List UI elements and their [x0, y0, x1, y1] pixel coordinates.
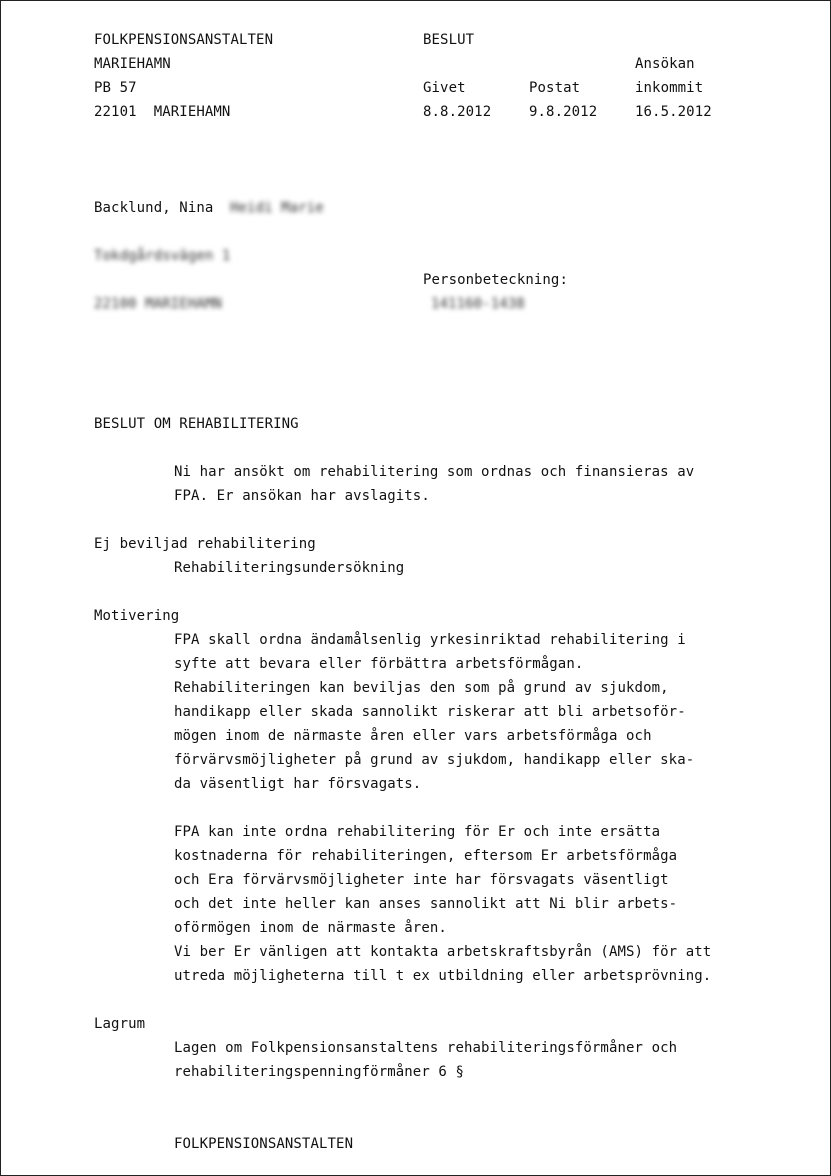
law-heading: Lagrum [94, 1016, 146, 1032]
personbeteckning-redacted: 141160-1438 [431, 296, 525, 312]
motivation-heading: Motivering [94, 608, 180, 624]
sender-line-4: 22101 MARIEHAMN [94, 104, 231, 120]
postat-date: 9.8.2012 [529, 104, 598, 120]
givet-label: Givet [423, 80, 466, 96]
motivation-p1-line-1: FPA skall ordna ändamålsenlig yrkesinriktad rehabilitering i [174, 632, 686, 648]
intro-line-2: FPA. Er ansökan har avslagits. [174, 488, 430, 504]
motivation-p1-line-4: handikapp eller skada sannolikt riskerar att bli arbetsoför- [174, 704, 686, 720]
recipient-address-redacted: Tokdgårdsvägen 1 [94, 248, 231, 264]
law-line-2: rehabiliteringspenningförmåner 6 § [174, 1064, 464, 1080]
motivation-p1-line-7: da väsentligt har försvagats. [174, 776, 422, 792]
ansokan-label-1: Ansökan [635, 56, 695, 72]
motivation-p1-line-3: Rehabiliteringen kan beviljas den som på grund av sjukdom, [174, 680, 669, 696]
postat-label: Postat [529, 80, 581, 96]
motivation-p2-line-7: utreda möjligheterna till t ex utbildning eller arbetsprövning. [174, 968, 712, 984]
document-type: BESLUT [423, 32, 475, 48]
motivation-p2-line-1: FPA kan inte ordna rehabilitering för Er och inte ersätta [174, 824, 661, 840]
motivation-p1-line-5: mögen inom de närmaste åren eller vars arbetsförmåga och [174, 728, 652, 744]
recipient-name-redacted: Heidi Marie [230, 200, 324, 216]
sender-line-2: MARIEHAMN [94, 56, 171, 72]
law-line-1: Lagen om Folkpensionsanstaltens rehabiliteringsförmåner och [174, 1040, 678, 1056]
intro-line-1: Ni har ansökt om rehabilitering som ordnas och finansieras av [174, 464, 695, 480]
decision-title: BESLUT OM REHABILITERING [94, 416, 299, 432]
motivation-p2-line-2: kostnaderna för rehabiliteringen, eftersom Er arbetsförmåga [174, 848, 678, 864]
motivation-p1-line-2: syfte att bevara eller förbättra arbetsförmågan. [174, 656, 584, 672]
motivation-p2-line-5: oförmögen inom de närmaste åren. [174, 920, 447, 936]
ansokan-date: 16.5.2012 [635, 104, 712, 120]
recipient-name: Backlund, Nina [94, 200, 214, 216]
recipient-postal-redacted: 22100 MARIEHAMN [94, 296, 222, 312]
motivation-p2-line-4: och det inte heller kan anses sannolikt att Ni blir arbets- [174, 896, 678, 912]
motivation-p2-line-3: och Era förvärvsmöjligheter inte har försvagats väsentligt [174, 872, 669, 888]
personbeteckning-label: Personbeteckning: [423, 272, 568, 288]
denied-heading: Ej beviljad rehabilitering [94, 536, 316, 552]
motivation-p2-line-6: Vi ber Er vänligen att kontakta arbetskraftsbyrån (AMS) för att [174, 944, 712, 960]
ansokan-label-2: inkommit [635, 80, 704, 96]
signature: FOLKPENSIONSANSTALTEN [174, 1136, 354, 1152]
sender-line-1: FOLKPENSIONSANSTALTEN [94, 32, 274, 48]
sender-line-3: PB 57 [94, 80, 137, 96]
denied-item: Rehabiliteringsundersökning [174, 560, 405, 576]
motivation-p1-line-6: förvärvsmöjligheter på grund av sjukdom, handikapp eller ska- [174, 752, 695, 768]
givet-date: 8.8.2012 [423, 104, 492, 120]
